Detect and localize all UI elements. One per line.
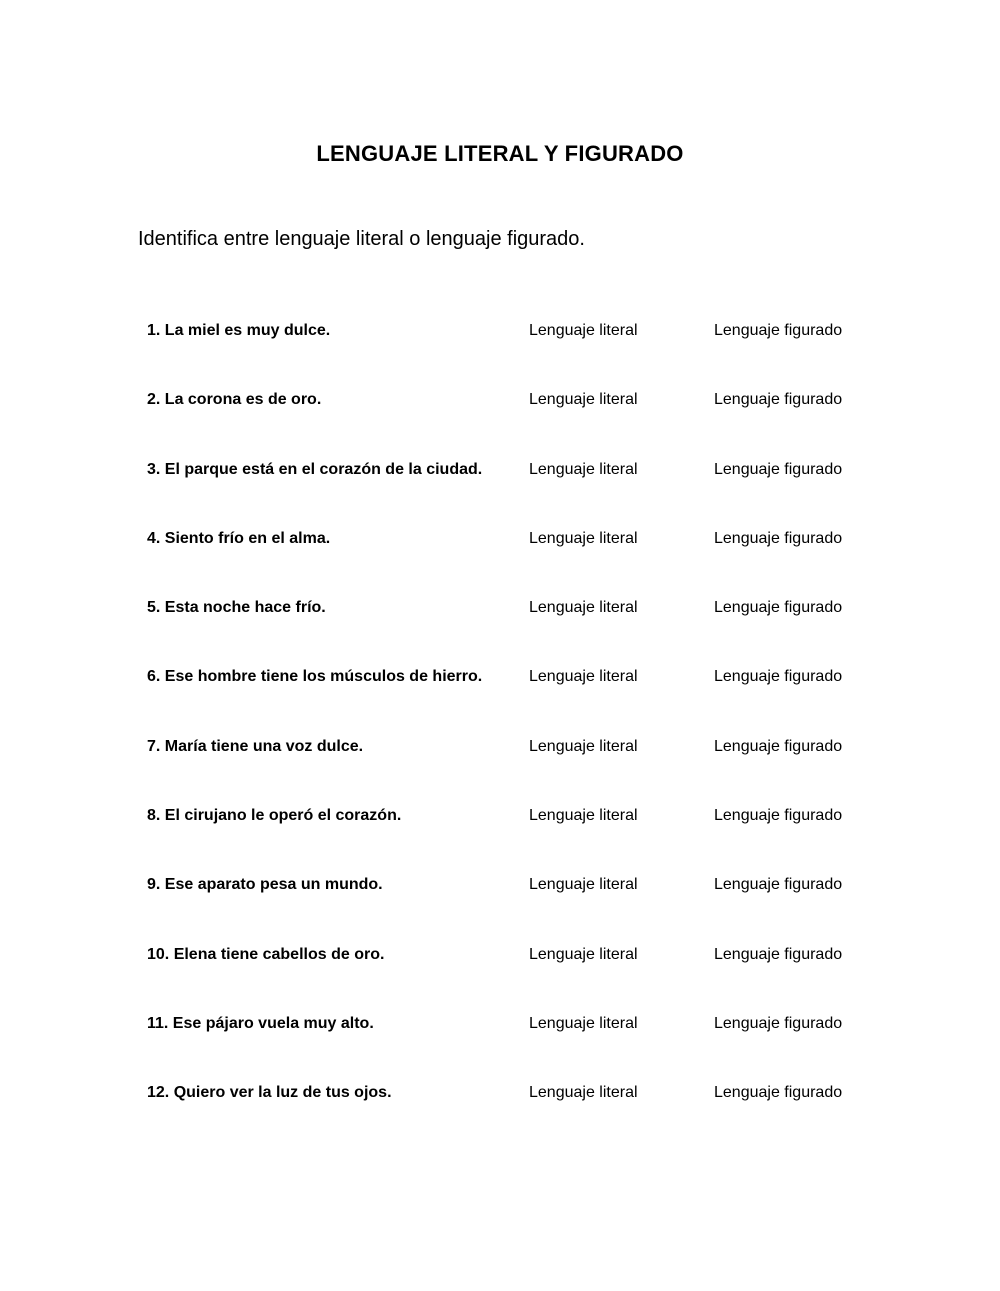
question-sentence: 6. Ese hombre tiene los músculos de hierro.: [147, 668, 483, 686]
question-sentence: 12. Quiero ver la luz de tus ojos.: [147, 1084, 392, 1102]
option-figurado[interactable]: Lenguaje figurado: [714, 529, 843, 547]
option-figurado[interactable]: Lenguaje figurado: [714, 945, 843, 963]
option-literal[interactable]: Lenguaje literal: [529, 945, 638, 963]
option-figurado[interactable]: Lenguaje figurado: [714, 737, 843, 755]
option-literal[interactable]: Lenguaje literal: [529, 391, 638, 409]
question-row: [147, 1015, 867, 1084]
option-literal[interactable]: Lenguaje literal: [529, 876, 638, 894]
question-sentence: 1. La miel es muy dulce.: [147, 322, 331, 339]
question-list: [147, 322, 867, 1154]
option-figurado[interactable]: Lenguaje figurado: [714, 876, 843, 894]
option-figurado[interactable]: Lenguaje figurado: [714, 391, 843, 409]
option-figurado[interactable]: Lenguaje figurado: [714, 807, 843, 825]
option-figurado[interactable]: Lenguaje figurado: [714, 1084, 843, 1102]
option-literal[interactable]: Lenguaje literal: [529, 460, 638, 478]
question-row: [147, 807, 867, 876]
question-row: [147, 1084, 867, 1153]
question-sentence: 10. Elena tiene cabellos de oro.: [147, 945, 385, 963]
question-sentence: 8. El cirujano le operó el corazón.: [147, 807, 402, 825]
question-sentence: 4. Siento frío en el alma.: [147, 529, 331, 547]
option-figurado[interactable]: Lenguaje figurado: [714, 322, 843, 339]
option-literal[interactable]: Lenguaje literal: [529, 1014, 638, 1032]
question-sentence: 11. Ese pájaro vuela muy alto.: [147, 1014, 374, 1032]
option-literal[interactable]: Lenguaje literal: [529, 807, 638, 825]
question-row: [147, 738, 867, 807]
option-literal[interactable]: Lenguaje literal: [529, 599, 638, 617]
option-literal[interactable]: Lenguaje literal: [529, 322, 638, 339]
question-sentence: 3. El parque está en el corazón de la ciudad.: [147, 460, 483, 478]
question-row: [147, 461, 867, 530]
page-title: LENGUAJE LITERAL Y FIGURADO: [316, 141, 684, 166]
option-figurado[interactable]: Lenguaje figurado: [714, 599, 843, 617]
question-sentence: 5. Esta noche hace frío.: [147, 599, 326, 617]
option-literal[interactable]: Lenguaje literal: [529, 1084, 638, 1102]
option-figurado[interactable]: Lenguaje figurado: [714, 668, 843, 686]
question-sentence: 7. María tiene una voz dulce.: [147, 737, 364, 755]
option-literal[interactable]: Lenguaje literal: [529, 737, 638, 755]
question-row: [147, 946, 867, 1015]
question-sentence: 2. La corona es de oro.: [147, 391, 322, 409]
instruction-text: Identifica entre lenguaje literal o lenguaje figurado.: [138, 228, 585, 250]
question-row: [147, 391, 867, 460]
option-literal[interactable]: Lenguaje literal: [529, 668, 638, 686]
question-sentence: 9. Ese aparato pesa un mundo.: [147, 876, 383, 894]
question-row: [147, 530, 867, 599]
question-row: [147, 322, 867, 391]
option-figurado[interactable]: Lenguaje figurado: [714, 460, 843, 478]
option-literal[interactable]: Lenguaje literal: [529, 529, 638, 547]
question-row: [147, 668, 867, 737]
option-figurado[interactable]: Lenguaje figurado: [714, 1014, 843, 1032]
question-row: [147, 876, 867, 945]
question-row: [147, 599, 867, 668]
